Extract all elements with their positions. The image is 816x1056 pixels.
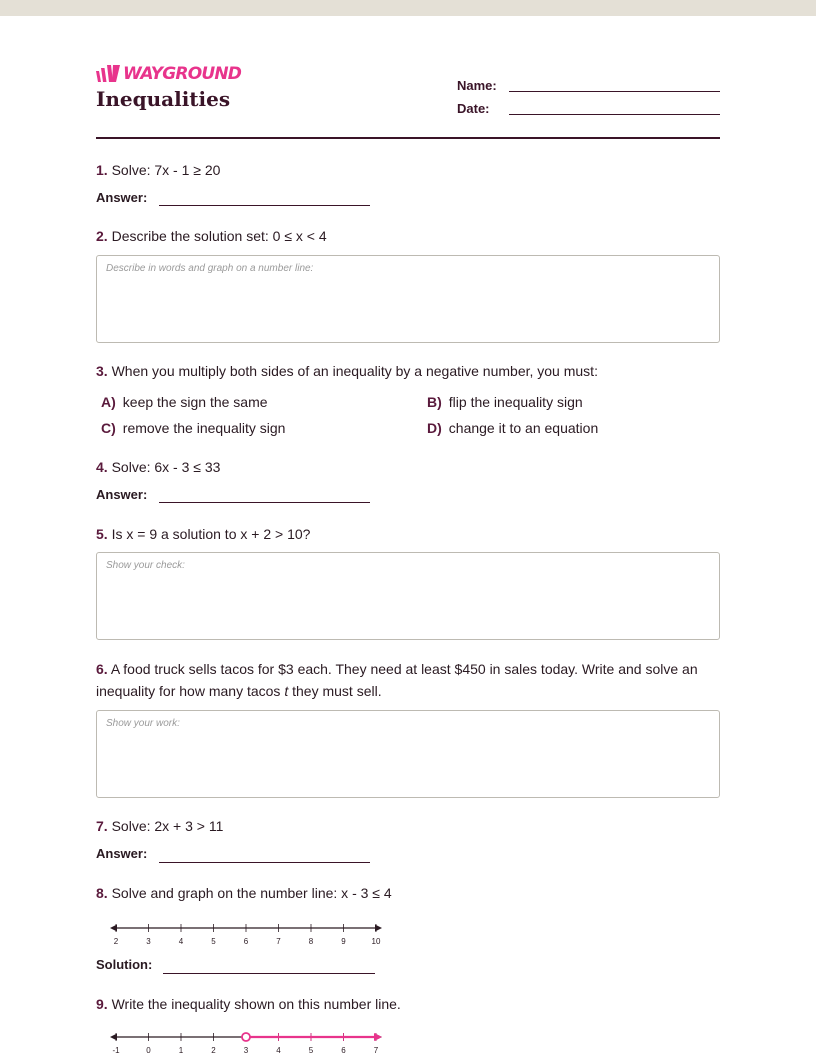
response-hint: Describe in words and graph on a number line: [106,263,314,274]
date-field[interactable] [509,114,720,115]
question-number: 2. [96,228,108,244]
question-text: Is x = 9 a solution to x + 2 > 10? [111,526,311,542]
tick-label: 2 [113,937,119,946]
question-number: 5. [96,526,108,542]
tick-label: 5 [308,1046,314,1055]
tick-label: 5 [211,937,216,946]
question-number: 6. [96,661,108,677]
question-variable: t [284,683,289,699]
answer-label: Answer: [96,190,148,205]
answer-field[interactable] [159,502,370,503]
tick-label: 9 [341,937,346,946]
brand-name: WAYGROUND [123,64,242,84]
name-field[interactable] [509,91,720,92]
number-line-q9 [96,1029,396,1056]
question-4 [96,456,220,478]
tick-label: 3 [243,1046,249,1055]
choice-letter: A) [101,394,116,410]
tick-label: 6 [243,937,249,946]
question-9 [96,993,401,1015]
date-label: Date: [457,101,490,116]
question-text: Describe the solution set: 0 ≤ x < 4 [111,228,327,244]
question-text-end: they must sell. [288,683,382,699]
choice-text: remove the inequality sign [122,420,286,436]
choice-a[interactable] [101,394,268,410]
question-2 [96,225,327,247]
choice-text: keep the sign the same [122,394,268,410]
response-box[interactable] [96,710,720,798]
question-6 [96,658,720,702]
question-number: 3. [96,363,108,379]
question-7 [96,815,223,837]
question-text: Write the inequality shown on this number line. [111,996,401,1012]
tick-label: 6 [341,1046,346,1055]
question-text: Solve: 7x - 1 ≥ 20 [111,162,221,178]
question-text: Solve: 2x + 3 > 11 [111,818,224,834]
response-hint: Show your check: [106,560,185,571]
tick-label: 7 [276,937,281,946]
question-number: 1. [96,162,108,178]
tick-label: -1 [112,1046,120,1055]
choice-letter: D) [427,420,442,436]
name-label: Name: [457,78,497,93]
answer-label: Answer: [96,487,148,502]
answer-field[interactable] [159,862,370,863]
open-circle-icon [242,1033,250,1041]
number-line-q8[interactable] [96,920,396,960]
question-number: 4. [96,459,108,475]
tick-label: 2 [211,1046,216,1055]
tick-label: 10 [371,937,381,946]
question-3 [96,360,720,382]
question-text: Solve: 6x - 3 ≤ 33 [111,459,221,475]
question-number: 8. [96,885,108,901]
response-box[interactable] [96,552,720,640]
tick-label: 4 [276,1046,281,1055]
choice-letter: B) [427,394,442,410]
top-bar [0,0,816,16]
header-divider [96,137,720,139]
tick-label: 4 [178,937,184,946]
choice-c[interactable] [101,420,285,436]
choice-text: change it to an equation [448,420,599,436]
question-8 [96,882,392,904]
choice-b[interactable] [427,394,583,410]
wayground-logo-icon [96,65,120,83]
page-title: Inequalities [96,87,231,111]
answer-field[interactable] [159,205,370,206]
response-box[interactable] [96,255,720,343]
solution-arrow-icon [374,1033,382,1041]
tick-label: 7 [373,1046,379,1055]
question-number: 9. [96,996,108,1012]
answer-label: Answer: [96,846,148,861]
question-text: A food truck sells tacos for $3 each. They need at least $450 in sales today. Write and solve an inequality for how many tacos [96,661,698,699]
brand-logo [96,64,241,84]
choice-d[interactable] [427,420,598,436]
response-hint: Show your work: [106,718,180,729]
question-text: When you multiply both sides of an inequality by a negative number, you must: [111,363,598,379]
choice-text: flip the inequality sign [448,394,583,410]
solution-label: Solution: [96,957,153,972]
question-1 [96,159,220,181]
tick-label: 1 [178,1046,184,1055]
question-text: Solve and graph on the number line: x - 3 ≤ 4 [111,885,392,901]
choice-letter: C) [101,420,116,436]
tick-label: 8 [308,937,314,946]
tick-label: 0 [146,1046,151,1055]
solution-field[interactable] [163,973,375,974]
question-5 [96,523,310,545]
tick-label: 3 [146,937,151,946]
question-number: 7. [96,818,108,834]
